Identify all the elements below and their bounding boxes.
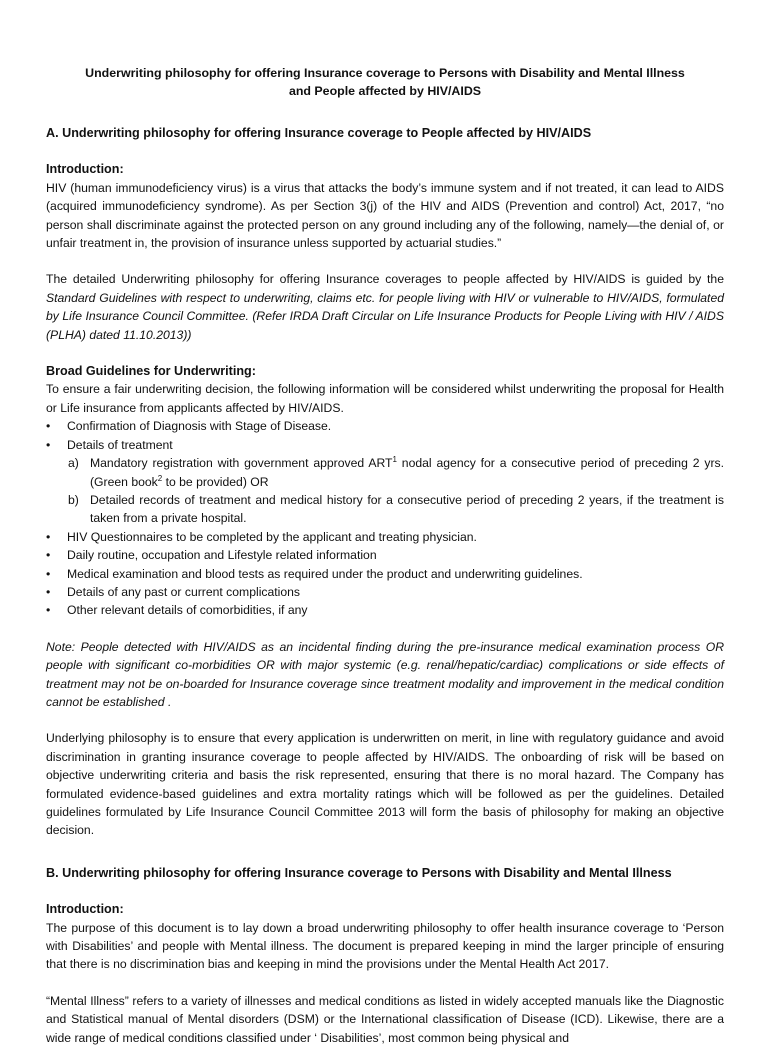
- section-a-intro-paragraph: HIV (human immunodeficiency virus) is a virus that attacks the body’s immune system and if not treated, it can lead to AIDS (acquired immunodeficiency syndrome). As per Section 3(j) of the HIV and AIDS (Prevention and control) Act, 2017, “no person shall discriminate against the protected person on any ground including any of the following, namely—the denial of, or unfair treatment in, the provision of insurance unless supported by actuarial studies.”: [46, 180, 724, 251]
- list-item: • Details of any past or current complications: [46, 583, 724, 601]
- sublist-item-a: [46, 454, 724, 491]
- section-a-intro-heading: Introduction:: [46, 162, 124, 177]
- footnote-ref-2: 2: [157, 473, 163, 483]
- title-line-2: and People affected by HIV/AIDS: [288, 84, 482, 98]
- note-paragraph: Note: People detected with HIV/AIDS as an incidental finding during the pre-insurance medical examination process OR people with significant co-morbidities OR with major systemic (e.g. renal/hepatic/cardiac) complications or side effects of treatment may not be on-boarded for Insurance coverage since treatment modality and improvement in the medical condition cannot be established .: [46, 639, 724, 709]
- list-item-label: Details of treatment: [67, 437, 173, 452]
- guided-prefix: The detailed Underwriting philosophy for offering Insurance coverages to people affected by HIV/AIDS is guided by the: [46, 272, 724, 287]
- sublist-marker: b): [68, 492, 79, 507]
- list-item: • Daily routine, occupation and Lifestyle related information: [46, 546, 724, 564]
- footnote-ref-1: 1: [392, 455, 397, 465]
- list-item: • Confirmation of Diagnosis with Stage of Disease.: [46, 417, 724, 435]
- sublist-text: nodal agency for a consecutive period of preceding 2 yrs. (Green book: [90, 456, 724, 489]
- guidelines-list-continued: [46, 528, 724, 620]
- sublist-text: Detailed records of treatment and medical history for a consecutive period of preceding 2 years, if the treatment is taken from a private hospital.: [90, 492, 724, 526]
- section-b-intro-heading: Introduction:: [46, 902, 124, 917]
- list-item: [46, 436, 724, 454]
- document-title: [46, 64, 724, 100]
- list-item: • Medical examination and blood tests as required under the product and underwriting guidelines.: [46, 565, 724, 583]
- section-b-heading: B. Underwriting philosophy for offering Insurance coverage to Persons with Disability and Mental Illness: [46, 865, 672, 880]
- underlying-philosophy-paragraph: Underlying philosophy is to ensure that every application is underwritten on merit, in line with regulatory guidance and avoid discrimination in granting insurance coverage to people affected by HIV/AIDS. The onboarding of risk will be based on objective underwriting criteria and basis the risk represented, ensuring that there is no moral hazard. The Company has formulated evidence-based guidelines and extra mortality ratings which will be followed as per the guidelines. Detailed guidelines formulated by Life Insurance Council Committee 2013 will form the basis of philosophy for making an objective decision.: [46, 731, 724, 838]
- treatment-sublist: [46, 454, 724, 528]
- sublist-item-b: [46, 491, 724, 528]
- section-a-guided-paragraph: [46, 270, 724, 344]
- sublist-text: to be provided) OR: [162, 474, 269, 489]
- section-a-heading: A. Underwriting philosophy for offering Insurance coverage to People affected by HIV/AIDS: [46, 126, 592, 140]
- title-line-1: Underwriting philosophy for offering Insurance coverage to Persons with Disability and Mental Illness: [85, 66, 685, 80]
- list-item: • HIV Questionnaires to be completed by the applicant and treating physician.: [46, 528, 724, 546]
- guided-italic-reference: Standard Guidelines with respect to underwriting, claims etc. for people living with HIV or vulnerable to HIV/AIDS, formulated by Life Insurance Council Committee. (Refer IRDA Draft Circular on Life Insurance Products for People Living with HIV / AIDS (PLHA) dated 11.10.2013)): [46, 290, 724, 342]
- broad-guidelines-heading: Broad Guidelines for Underwriting:: [46, 364, 256, 379]
- section-b-intro-paragraph: The purpose of this document is to lay down a broad underwriting philosophy to offer health insurance coverage to ‘Person with Disabilities’ and people with Mental illness. The document is prepared keeping in mind the larger principle of ensuring that there is no discrimination bias and keeping in mind the provisions under the Mental Health Act 2017.: [46, 920, 724, 972]
- broad-guidelines-intro: To ensure a fair underwriting decision, the following information will be considered whilst underwriting the proposal for Health or Life insurance from applicants affected by HIV/AIDS.: [46, 382, 724, 415]
- sublist-text: Mandatory registration with government approved ART: [90, 456, 393, 471]
- sublist-marker: a): [68, 456, 79, 471]
- guidelines-list: [46, 417, 724, 454]
- mental-illness-paragraph: “Mental Illness” refers to a variety of illnesses and medical conditions as listed in widely accepted manuals like the Diagnostic and Statistical manual of Mental disorders (DSM) or the International classification of Disease (ICD). Likewise, there are a wide range of medical conditions classified under ‘ Disabilities’, most common being physical and: [46, 993, 724, 1045]
- document-page: [46, 60, 724, 1047]
- list-item: • Other relevant details of comorbidities, if any: [46, 601, 724, 619]
